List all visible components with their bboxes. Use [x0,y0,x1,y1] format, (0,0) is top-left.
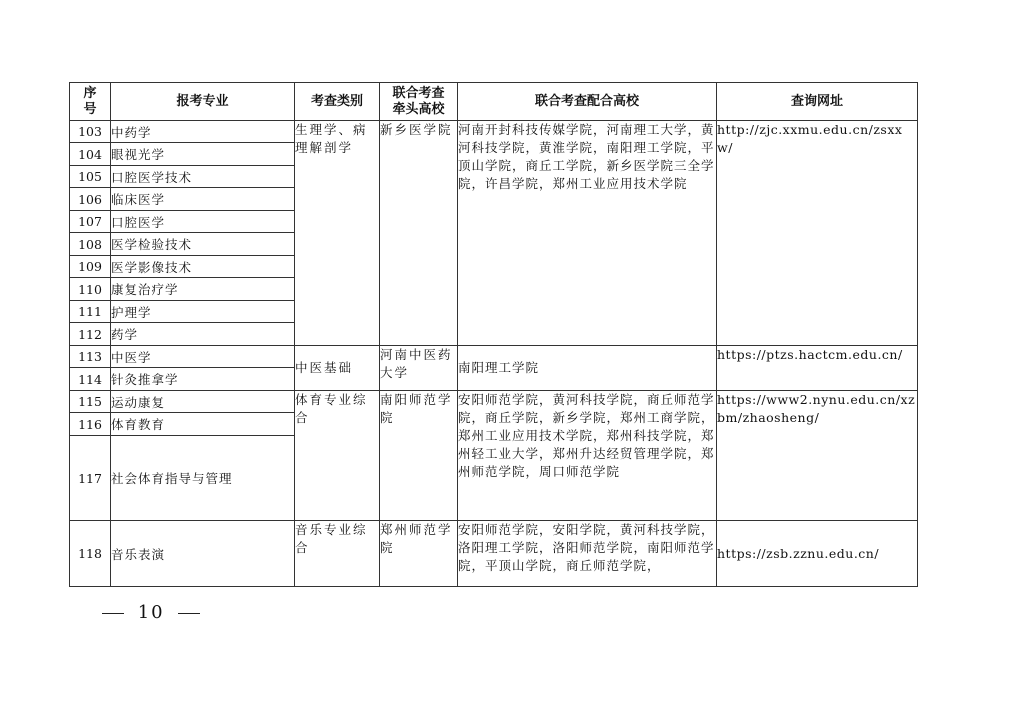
row-major: 音乐表演 [111,521,295,587]
group-lead-school: 南阳师范学院 [380,391,458,521]
row-major: 社会体育指导与管理 [111,436,295,521]
row-no: 109 [70,256,111,278]
header-coop-schools: 联合考查配合高校 [458,83,717,121]
row-no: 107 [70,211,111,233]
row-major: 临床医学 [111,188,295,211]
row-major: 药学 [111,323,295,346]
row-no: 105 [70,166,111,188]
row-no: 113 [70,346,111,368]
group-category: 中医基础 [295,346,380,391]
row-no: 110 [70,278,111,301]
group-url[interactable]: https://ptzs.hactcm.edu.cn/ [717,346,918,391]
row-major: 护理学 [111,301,295,323]
group-lead-school: 河南中医药大学 [380,346,458,391]
footer-dash-right [178,613,200,614]
group-coop-schools: 安阳师范学院，黄河科技学院，商丘师范学院，商丘学院，新乡学院，郑州工商学院，郑州工业应用技术学院，郑州科技学院，郑州轻工业大学，郑州升达经贸管理学院，郑州师范学院，周口师范学院 [458,391,717,521]
row-major: 中医学 [111,346,295,368]
row-major: 中药学 [111,121,295,143]
group-coop-schools: 南阳理工学院 [458,346,717,391]
row-major: 针灸推拿学 [111,368,295,391]
group-url[interactable]: http://zjc.xxmu.edu.cn/zsxxw/ [717,121,918,346]
admission-table [69,82,918,587]
row-no: 106 [70,188,111,211]
row-major: 医学影像技术 [111,256,295,278]
header-lead-school: 联合考查牵头高校 [380,83,458,121]
group-category: 生理学、病理解剖学 [295,121,380,346]
page-number: 10 [137,602,165,623]
group-coop-schools: 河南开封科技传媒学院，河南理工大学，黄河科技学院，黄淮学院，南阳理工学院，平顶山学院，商丘工学院，新乡医学院三全学院，许昌学院，郑州工业应用技术学院 [458,121,717,346]
page-footer [96,602,206,623]
row-no: 112 [70,323,111,346]
group-lead-school: 郑州师范学院 [380,521,458,587]
row-no: 111 [70,301,111,323]
header-no: 序号 [70,83,111,121]
row-major: 医学检验技术 [111,233,295,256]
row-major: 体育教育 [111,413,295,436]
header-major: 报考专业 [111,83,295,121]
footer-dash-left [102,613,124,614]
table-row [70,121,918,143]
row-no: 117 [70,436,111,521]
group-category: 体育专业综合 [295,391,380,521]
row-no: 104 [70,143,111,166]
header-category: 考查类别 [295,83,380,121]
row-major: 眼视光学 [111,143,295,166]
group-lead-school: 新乡医学院 [380,121,458,346]
row-no: 103 [70,121,111,143]
row-no: 114 [70,368,111,391]
header-url: 查询网址 [717,83,918,121]
row-no: 115 [70,391,111,413]
table-row [70,391,918,413]
table-row [70,521,918,587]
row-major: 口腔医学 [111,211,295,233]
group-url[interactable]: https://www2.nynu.edu.cn/xzbm/zhaosheng/ [717,391,918,521]
row-no: 116 [70,413,111,436]
table-row [70,346,918,368]
row-major: 康复治疗学 [111,278,295,301]
group-coop-schools: 安阳师范学院，安阳学院，黄河科技学院，洛阳理工学院，洛阳师范学院，南阳师范学院，平顶山学院，商丘师范学院， [458,521,717,587]
group-category: 音乐专业综合 [295,521,380,587]
row-no: 108 [70,233,111,256]
row-no: 118 [70,521,111,587]
group-url[interactable]: https://zsb.zznu.edu.cn/ [717,521,918,587]
table-header-row [70,83,918,121]
row-major: 运动康复 [111,391,295,413]
row-major: 口腔医学技术 [111,166,295,188]
